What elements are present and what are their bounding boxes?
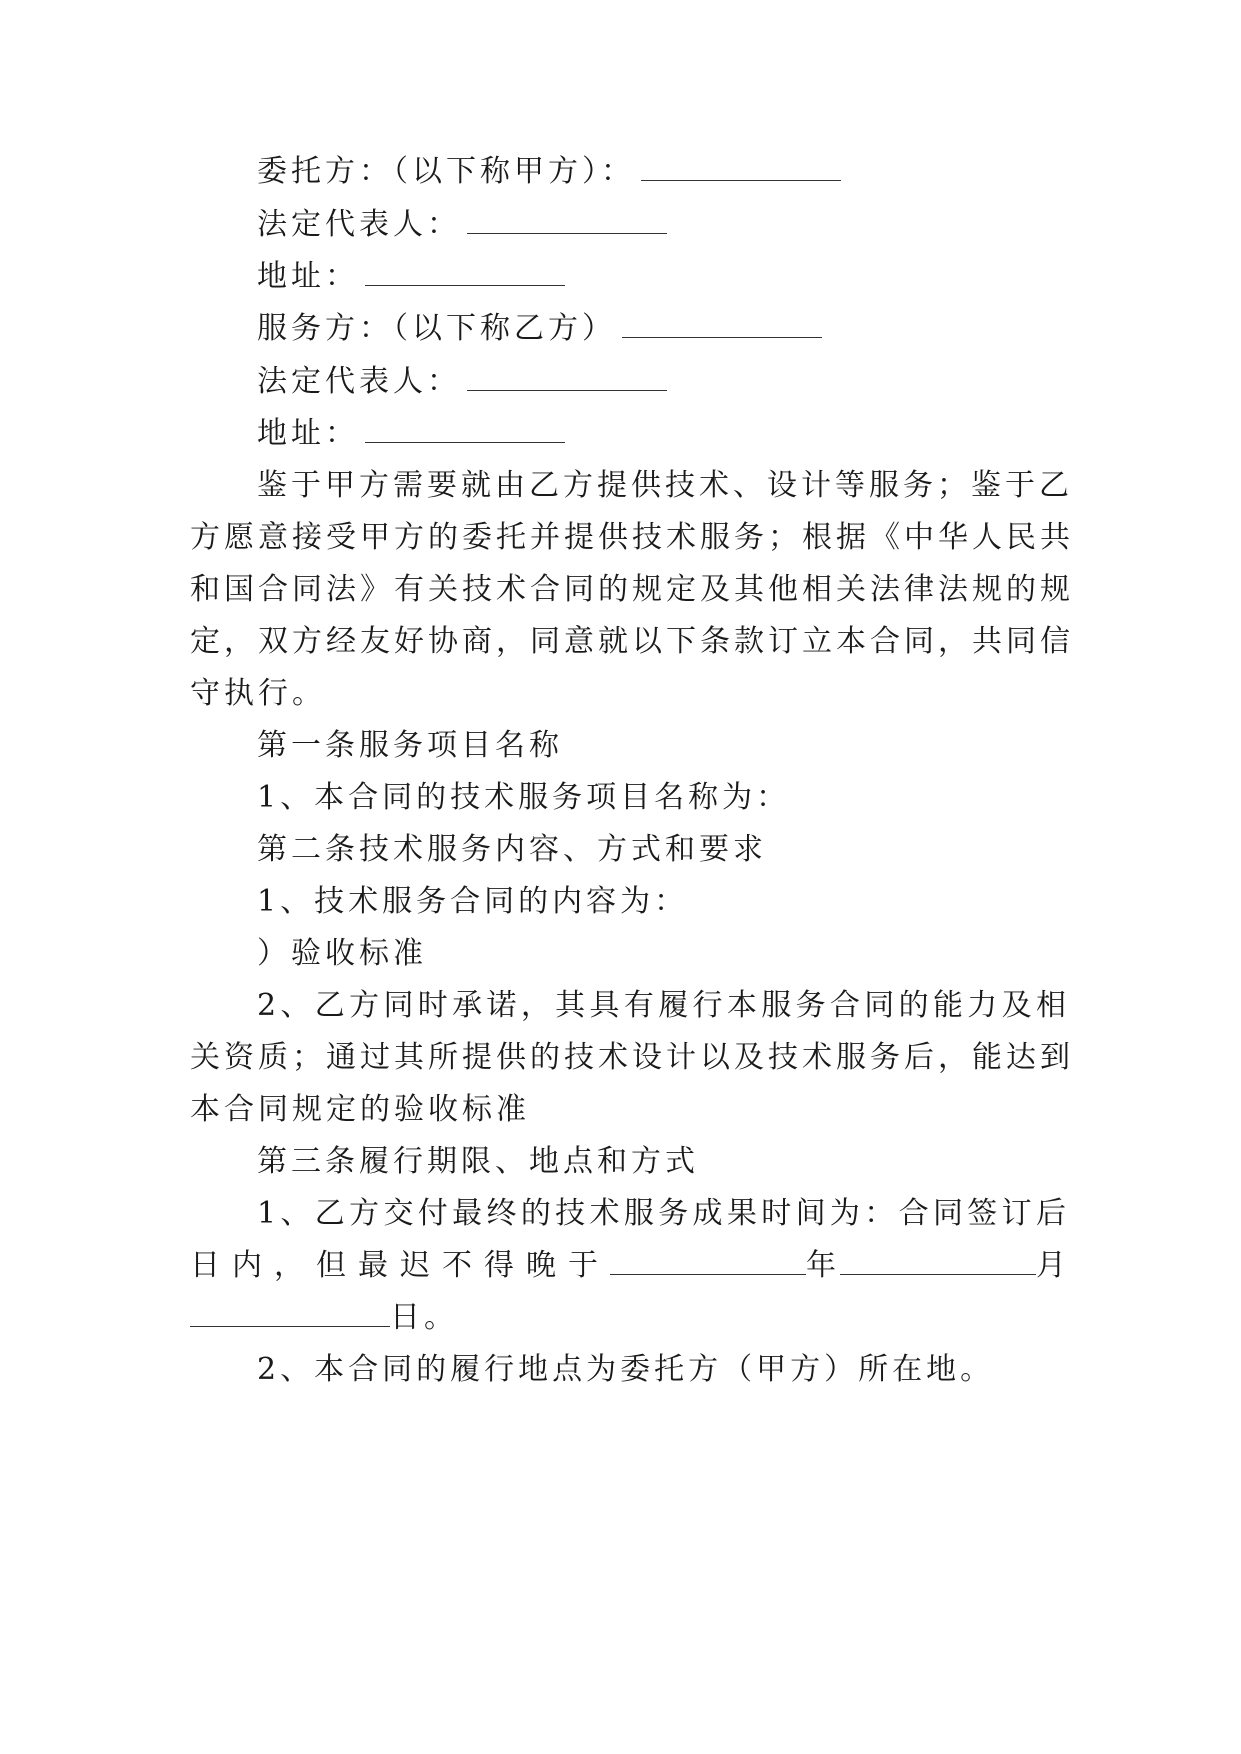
client-rep-label: 法定代表人： [257,207,461,242]
article3-item1-line-2 [190,1246,1070,1286]
client-rep-blank [467,207,667,234]
day-label: 日。 [390,1300,458,1335]
preamble-line-1: 鉴于甲方需要就由乙方提供技术、设计等服务；鉴于乙 [257,468,1073,503]
client-address-blank [365,259,565,286]
provider-rep-blank [467,364,667,391]
provider-address-label: 地址： [257,416,359,451]
provider-rep-line [257,362,1070,402]
article2-item2-line-1: 2、乙方同时承诺，其具有履行本服务合同的能力及相 [257,988,1070,1023]
preamble-line-2: 方愿意接受甲方的委托并提供技术服务；根据《中华人民共 [190,520,1074,555]
provider-blank [622,311,822,338]
client-address-line [257,257,1070,297]
article3-item1-line-1: 1、乙方交付最终的技术服务成果时间为：合同签订后 [257,1196,1070,1231]
provider-address-line [257,414,1070,454]
preamble-line-3: 和国合同法》有关技术合同的规定及其他相关法律法规的规 [190,572,1074,607]
article3-item2: 2、本合同的履行地点为委托方（甲方）所在地。 [257,1352,995,1387]
article2-item1: 1、技术服务合同的内容为： [257,884,689,919]
article2-title: 第二条技术服务内容、方式和要求 [257,832,767,867]
month-label: 月 [1036,1248,1070,1283]
preamble-line-4: 定，双方经友好协商，同意就以下条款订立本合同，共同信 [190,624,1074,659]
article1-item1: 1、本合同的技术服务项目名称为： [257,780,791,815]
year-label: 年 [806,1248,840,1283]
client-blank [641,154,841,181]
month-blank [840,1248,1036,1275]
provider-address-blank [365,416,565,443]
article2-item2-line-3: 本合同规定的验收标准 [190,1092,530,1127]
provider-label: 服务方：（以下称乙方） [257,311,616,346]
client-label: 委托方：（以下称甲方）： [257,154,635,189]
article2-item2-line-2: 关资质；通过其所提供的技术设计以及技术服务后，能达到 [190,1040,1074,1075]
client-address-label: 地址： [257,259,359,294]
article1-title: 第一条服务项目名称 [257,728,563,763]
preamble-line-5: 守执行。 [190,676,326,711]
year-blank [610,1248,806,1275]
provider-line [257,309,1070,349]
client-line [257,152,1070,192]
client-rep-line [257,205,1070,245]
provider-rep-label: 法定代表人： [257,364,461,399]
article3-item1-line-3 [190,1298,1070,1338]
article3-title: 第三条履行期限、地点和方式 [257,1144,699,1179]
article2-acceptance: ）验收标准 [257,936,427,971]
deadline-prefix: 日内，但最迟不得晚于 [190,1248,610,1283]
day-blank [190,1300,390,1327]
